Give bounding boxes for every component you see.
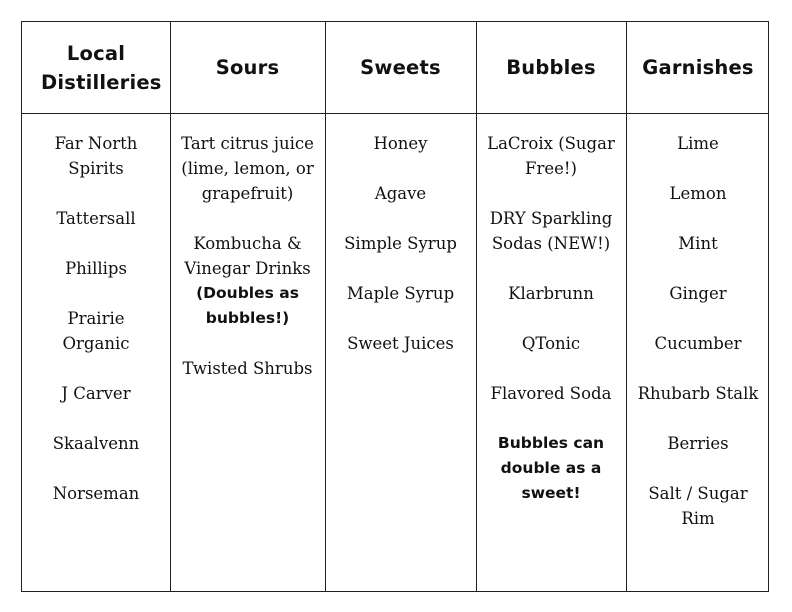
list-item-note: Bubbles can double as a sweet! bbox=[497, 434, 605, 502]
list-item: Sweet Juices bbox=[347, 334, 454, 353]
column-header-label: Sweets bbox=[360, 56, 441, 79]
list-item: Honey bbox=[373, 134, 428, 153]
column-header-label: Garnishes bbox=[642, 56, 754, 79]
column-bubbles bbox=[476, 22, 626, 591]
column-header bbox=[325, 22, 476, 113]
column-header-label: Sours bbox=[215, 56, 280, 79]
list-item: QTonic bbox=[521, 334, 581, 353]
list-item: LaCroix (Sugar Free!) bbox=[487, 134, 615, 178]
list-item: Maple Syrup bbox=[346, 284, 455, 303]
list-item-note: (Doubles as bubbles!) bbox=[196, 284, 299, 327]
list-item: Mint bbox=[678, 234, 718, 253]
list-item: Simple Syrup bbox=[344, 234, 457, 253]
column-header-label: Bubbles bbox=[506, 56, 596, 79]
list-item-text: Kombucha & Vinegar Drinks bbox=[184, 234, 311, 278]
list-item: Norseman bbox=[52, 484, 140, 503]
column-header bbox=[170, 22, 325, 113]
column-header-label: Local Distilleries bbox=[41, 41, 162, 94]
column-items bbox=[626, 131, 770, 556]
column-items bbox=[325, 131, 476, 381]
list-item: Phillips bbox=[65, 259, 127, 278]
column-sours bbox=[170, 22, 325, 591]
list-item: Lime bbox=[677, 134, 719, 153]
list-item: Tattersall bbox=[56, 209, 136, 228]
mixer-guide-table bbox=[21, 21, 769, 592]
column-header bbox=[476, 22, 626, 113]
column-header bbox=[626, 22, 770, 113]
column-sweets bbox=[325, 22, 476, 591]
column-items bbox=[22, 131, 170, 531]
list-item: Ginger bbox=[669, 284, 727, 303]
column-local-distilleries bbox=[22, 22, 170, 591]
list-item: Far North Spirits bbox=[54, 134, 138, 178]
column-header bbox=[22, 22, 170, 113]
list-item: Rhubarb Stalk bbox=[637, 384, 759, 403]
list-item: Lemon bbox=[669, 184, 727, 203]
list-item: Twisted Shrubs bbox=[182, 359, 313, 378]
column-items bbox=[476, 131, 626, 531]
column-items bbox=[170, 131, 325, 406]
list-item: Flavored Soda bbox=[490, 384, 612, 403]
list-item: Agave bbox=[374, 184, 427, 203]
list-item: Tart citrus juice (lime, lemon, or grapefruit) bbox=[181, 134, 314, 203]
list-item bbox=[177, 231, 319, 331]
list-item: Cucumber bbox=[654, 334, 742, 353]
list-item: Berries bbox=[667, 434, 729, 453]
list-item: Salt / Sugar Rim bbox=[648, 484, 748, 528]
list-item: Klarbrunn bbox=[508, 284, 594, 303]
list-item: Skaalvenn bbox=[52, 434, 140, 453]
column-garnishes bbox=[626, 22, 770, 591]
list-item: DRY Sparkling Sodas (NEW!) bbox=[489, 209, 613, 253]
list-item: J Carver bbox=[61, 384, 131, 403]
list-item: Prairie Organic bbox=[62, 309, 130, 353]
